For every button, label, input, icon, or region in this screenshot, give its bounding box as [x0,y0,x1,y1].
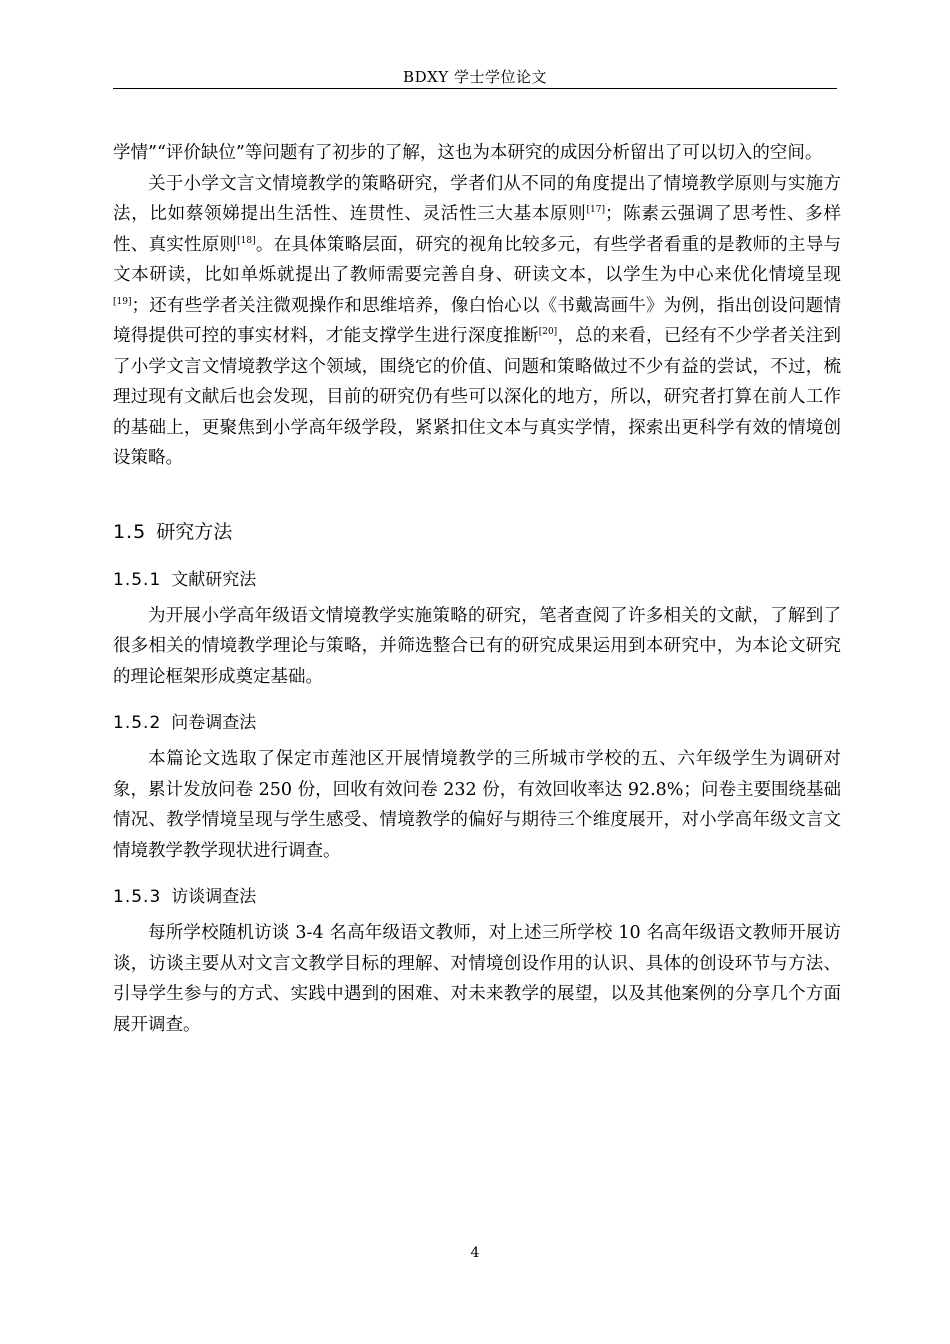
section-heading-research-methods [113,517,841,547]
running-header: BDXY 学士学位论文 [403,68,547,86]
subsection-title: 访谈调查法 [171,887,257,907]
page-body [113,138,841,1040]
paragraph-text: ，总的来看，已经有不少学者关注到了小学文言文情境教学这个领域，围绕它的价值、问题和策略做过不少有益的尝试，不过，梳理过现有文献后也会发现，目前的研究仍有些可以深化的地方，所以，研究者打算在前人工作的基础上，更聚焦到小学高年级学段，紧紧扣住文本与真实学情，探索出更科学有效的情境创设策略。 [113,326,842,468]
paragraph-text: ；还有些学者关注微观操作和思维培养，像白怡心以《书戴嵩画牛》为例，指出创设问题情境得提供可控的事实材料，才能支撑学生进行深度推断 [113,295,841,346]
header-rule [113,88,837,89]
citation-20: [20] [538,327,558,337]
citation-18: [18] [237,235,256,246]
subsection-number: 1.5.1 [113,569,162,590]
paragraph-text: 。在具体策略层面，研究的视角比较多元，有些学者看重的是教师的主导与文本研读，比如单烁就提出了教师需要完善自身、研读文本，以学生为中心来优化情境呈现 [113,234,842,285]
subsection-number: 1.5.3 [113,887,162,907]
subsection-title: 问卷调查法 [171,713,257,733]
subsection-heading-literature-research [113,565,841,595]
page-number: 4 [470,1245,480,1261]
paragraph-interview: 每所学校随机访谈 3-4 名高年级语文教师，对上述三所学校 10 名高年级语文教师开展访谈，访谈主要从对文言文教学目标的理解、对情境创设作用的认识、具体的创设环节与方法、引导学生参与的方式、实践中遇到的困难、对未来教学的展望，以及其他案例的分享几个方面展开调查。 [113,923,841,1035]
subsection-heading-questionnaire [113,708,841,738]
subsection-number: 1.5.2 [113,713,162,733]
paragraph-questionnaire: 本篇论文选取了保定市莲池区开展情境教学的三所城市学校的五、六年级学生为调研对象，累计发放问卷 250 份，回收有效问卷 232 份，有效回收率达 92.8%；问卷主要围绕基础情况、教学情境呈现与学生感受、情境教学的偏好与期待三个维度展开，对小学高年级文言文情境教学教学现状进行调查。 [113,749,841,861]
paragraph-literature-research: 为开展小学高年级语文情境教学实施策略的研究，笔者查阅了许多相关的文献，了解到了很多相关的情境教学理论与策略，并筛选整合已有的研究成果运用到本研究中，为本论文研究的理论框架形成奠定基础。 [113,605,841,687]
citation-19: [19] [113,296,132,307]
paragraph-continued: 学情”“评价缺位”等问题有了初步的了解，这也为本研究的成因分析留出了可以切入的空间。 [113,143,823,163]
section-title: 研究方法 [156,520,233,543]
citation-17: [17] [586,205,605,215]
subsection-title: 文献研究法 [171,569,257,590]
subsection-heading-interview [113,882,841,912]
paragraph-text: 关于小学文言文情境教学的策略研究，学者们从不同的角度提出了情境教学原则与实施方法，比如蔡领娣提出生活性、连贯性、灵活性三大基本原则 [113,173,841,224]
paragraph-text: ；陈素云强调了思考性、多样性、真实性原则 [113,204,841,255]
paragraph-strategy-review [113,169,841,474]
section-number: 1.5 [113,520,147,543]
